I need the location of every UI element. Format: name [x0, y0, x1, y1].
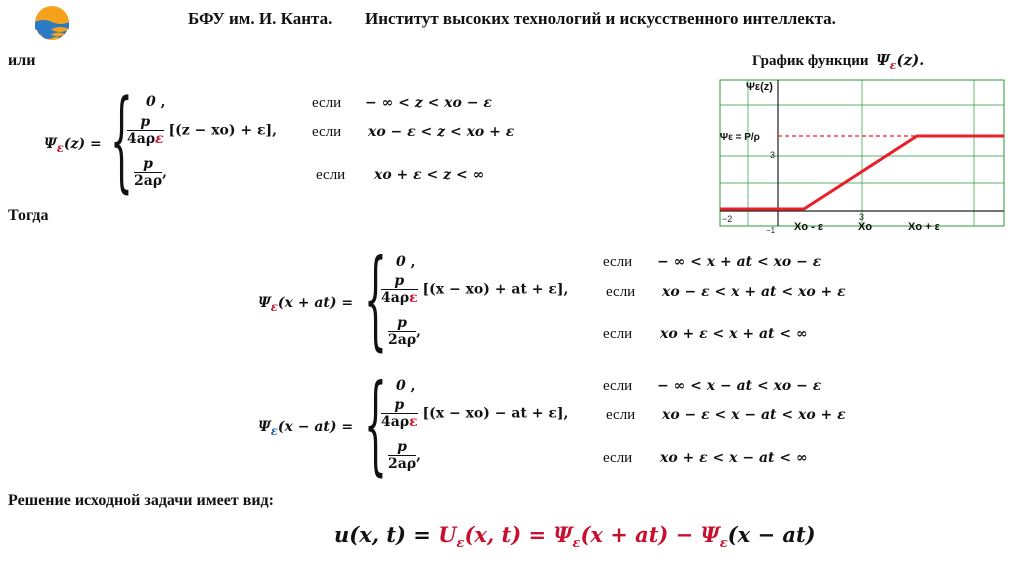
formula2-lhs: $\Psi_\varepsilon(x + at)$ = — [258, 295, 354, 314]
university-logo — [33, 4, 71, 42]
formula3-cond3-word: если — [603, 450, 633, 466]
formula3-cond2-word: если — [606, 407, 636, 423]
y-axis-label: Ψε(z) — [746, 81, 773, 93]
formula3-case1: 0 , — [396, 378, 416, 394]
label-togda: Тогда — [8, 207, 49, 224]
formula2-cond3-word: если — [603, 326, 633, 342]
x-label-right: Xo + ε — [908, 221, 940, 233]
formula2-cond3: xo + ε < x + at < ∞ — [660, 326, 808, 342]
formula3-cond2: xo − ε < x − at < xo + ε — [662, 407, 846, 423]
formula1-case3: $\frac{p}{2a\rho}$ , — [134, 156, 167, 189]
formula2-cond1-word: если — [603, 254, 633, 270]
tick-x-m2: −2 — [722, 214, 733, 224]
tick-y3: 3 — [770, 150, 776, 160]
formula3-cond1: − ∞ < x − at < xo − ε — [657, 378, 822, 394]
formula3-lhs: $\Psi_\varepsilon(x - at)$ = — [258, 419, 354, 438]
label-solution: Решение исходной задачи имеет вид: — [8, 492, 274, 509]
formula2-case3: $\frac{p}{2a\rho}$ , — [388, 315, 421, 348]
formula2-cond2: xo − ε < x + at < xo + ε — [662, 284, 846, 300]
formula1-cond1: − ∞ < z < xo − ε — [365, 95, 492, 111]
x-label-mid: Xo — [858, 221, 873, 233]
formula3-case2: $\frac{p}{\text{4aρε}}$ [(x − xo) − at + ε], — [381, 397, 569, 430]
formula1-case1: 0 , — [146, 94, 166, 110]
level-label: Ψε = P/ρ — [720, 132, 760, 143]
formula2-case2: $\frac{p}{\text{4aρε}}$ [(x − xo) + at + ε], — [381, 273, 569, 306]
formula3-cond1-word: если — [603, 378, 633, 394]
label-ili: или — [8, 52, 36, 69]
tick-x3: 3 — [859, 212, 865, 222]
formula1-cond3-word: если — [316, 167, 346, 183]
formula1-case2: $\frac{p}{\text{4aρε}}$ [(z − xo) + ε], — [127, 114, 277, 147]
formula3-cond3: xo + ε < x − at < ∞ — [660, 450, 808, 466]
x-label-left: Xo - ε — [794, 221, 824, 233]
graph-caption: График функции $\Psi_\varepsilon(z)$. — [752, 51, 925, 72]
psi-graph — [712, 74, 1010, 234]
formula1-lhs: $\Psi_\varepsilon(z)$ = — [44, 136, 102, 155]
header-institute: Институт высоких технологий и искусственного интеллекта. — [365, 9, 836, 28]
formula2-case1: 0 , — [396, 254, 416, 270]
formula3-brace: { — [364, 365, 387, 488]
formula3-case3: $\frac{p}{2a\rho}$ , — [388, 439, 421, 472]
formula2-cond2-word: если — [606, 284, 636, 300]
formula1-cond3: xo + ε < z < ∞ — [374, 167, 485, 183]
tick-x-m1: −1 — [766, 226, 776, 234]
header-institution: БФУ им. И. Канта. — [188, 9, 333, 28]
formula1-cond2-word: если — [312, 124, 342, 140]
formula1-cond1-word: если — [312, 95, 342, 111]
final-equation: u(x, $t) = U_\varepsilon(x$, $t) = \Psi_\varepsilon(x + at) - \Psi_\varepsilon(x - at)$ — [334, 522, 816, 552]
formula2-cond1: − ∞ < x + at < xo − ε — [657, 254, 822, 270]
formula1-cond2: xo − ε < z < xo + ε — [368, 124, 515, 140]
formula1-brace: { — [110, 79, 133, 205]
formula2-brace: { — [364, 240, 387, 363]
